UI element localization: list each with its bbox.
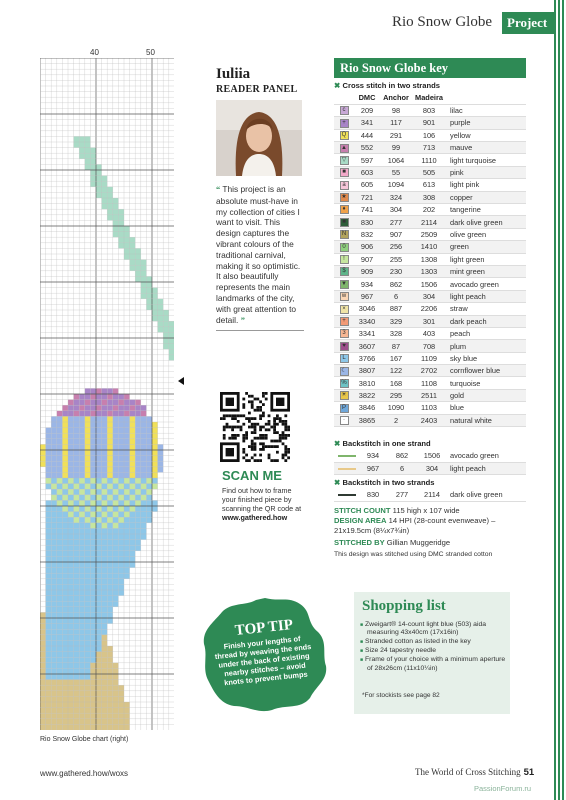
backstitch-one-table xyxy=(334,450,526,475)
thread-swatch: ★ xyxy=(341,194,347,201)
madeira-code: 2114 xyxy=(418,489,446,501)
madeira-code: 1303 xyxy=(412,265,446,277)
key-row xyxy=(334,179,526,191)
dmc-code: 830 xyxy=(354,216,380,228)
anchor-code: 304 xyxy=(380,204,412,216)
key-row xyxy=(334,303,526,315)
dmc-code: 3846 xyxy=(354,402,380,414)
key-row xyxy=(334,352,526,364)
key-row xyxy=(334,154,526,166)
madeira-code: 613 xyxy=(412,179,446,191)
key-row xyxy=(334,315,526,327)
anchor-code: 99 xyxy=(380,142,412,154)
anchor-code: 6 xyxy=(380,290,412,302)
thread-name: mint green xyxy=(446,265,526,277)
swatch-cell xyxy=(334,303,354,315)
backstitch-two-heading: ✖ Backstitch in two strands xyxy=(334,478,435,487)
madeira-code: 901 xyxy=(412,117,446,129)
thread-name: avocado green xyxy=(446,278,526,290)
anchor-code: 277 xyxy=(386,489,418,501)
swatch-cell xyxy=(334,352,354,364)
thread-name: plum xyxy=(446,340,526,352)
key-row xyxy=(334,414,526,426)
swatch-cell xyxy=(334,450,360,462)
thread-name: sky blue xyxy=(446,352,526,364)
swatch-cell xyxy=(334,315,354,327)
top-tip-title: TOP TIP xyxy=(234,617,294,640)
dmc-code: 3046 xyxy=(354,303,380,315)
thread-name: purple xyxy=(446,117,526,129)
anchor-code: 1090 xyxy=(380,402,412,414)
stitched-by: STITCHED BY Gillian Muggeridge xyxy=(334,538,451,547)
key-row xyxy=(334,253,526,265)
key-row xyxy=(334,117,526,129)
thread-name: pink xyxy=(446,166,526,178)
madeira-code: 1103 xyxy=(412,402,446,414)
divider xyxy=(216,330,304,331)
anchor-code: 98 xyxy=(380,104,412,116)
madeira-code: 308 xyxy=(412,191,446,203)
scan-link[interactable]: www.gathered.how xyxy=(222,513,288,522)
swatch-cell xyxy=(334,166,354,178)
list-item: ■ Size 24 tapestry needle xyxy=(360,647,508,655)
backstitch-row xyxy=(334,462,526,474)
swatch-cell xyxy=(334,489,360,501)
anchor-code: 122 xyxy=(380,365,412,377)
madeira-code: 2403 xyxy=(412,414,446,426)
dmc-code: 605 xyxy=(354,179,380,191)
anchor-code: 295 xyxy=(380,389,412,401)
scan-text: Find out how to frame your finished piece by scanning the QR code at www.gathered.how xyxy=(222,486,302,522)
key-row xyxy=(334,402,526,414)
dmc-code: 597 xyxy=(354,154,380,166)
chart-centre-arrow xyxy=(178,377,184,385)
anchor-code: 117 xyxy=(380,117,412,129)
dmc-code: 934 xyxy=(360,450,386,462)
swatch-cell xyxy=(334,462,360,474)
dmc-code: 967 xyxy=(354,290,380,302)
thread-swatch: P xyxy=(340,404,349,413)
header-title: Rio Snow Globe xyxy=(392,14,493,30)
madeira-code: 301 xyxy=(412,315,446,327)
anchor-code: 907 xyxy=(380,228,412,240)
thread-name: blue xyxy=(446,402,526,414)
thread-name: peach xyxy=(446,327,526,339)
dmc-code: 934 xyxy=(354,278,380,290)
thread-name: light turquoise xyxy=(446,154,526,166)
backstitch-one-heading: ✖ Backstitch in one strand xyxy=(334,439,431,448)
dmc-code: 341 xyxy=(354,117,380,129)
key-row xyxy=(334,290,526,302)
column-number: 50 xyxy=(146,48,155,57)
swatch-cell xyxy=(334,216,354,228)
scan-title: SCAN ME xyxy=(222,468,282,483)
dmc-code: 830 xyxy=(360,489,386,501)
stockists-note: *For stockists see page 82 xyxy=(362,692,440,699)
dmc-code: 3766 xyxy=(354,352,380,364)
anchor-code: 2 xyxy=(380,414,412,426)
thread-swatch: c xyxy=(340,106,349,115)
anchor-code: 887 xyxy=(380,303,412,315)
dmc-code: 741 xyxy=(354,204,380,216)
dmc-code: 3607 xyxy=(354,340,380,352)
madeira-code: 1506 xyxy=(412,278,446,290)
swatch-cell xyxy=(334,104,354,116)
madeira-code: 1108 xyxy=(412,377,446,389)
top-tip-text: Finish your lengths of thread by weaving the ends under the back of existing nearby stitches – avoid knots to prevent bumps xyxy=(214,634,312,688)
cross-stitch-key-table xyxy=(334,92,526,427)
anchor-code: 1094 xyxy=(380,179,412,191)
madeira-code: 304 xyxy=(412,290,446,302)
madeira-code: 2206 xyxy=(412,303,446,315)
anchor-code: 277 xyxy=(380,216,412,228)
key-row xyxy=(334,129,526,141)
dmc-code: 909 xyxy=(354,265,380,277)
column-header: DMC xyxy=(354,92,380,104)
madeira-code: 2509 xyxy=(412,228,446,240)
thread-swatch: w xyxy=(340,292,349,301)
madeira-code: 2114 xyxy=(412,216,446,228)
thread-name: olive green xyxy=(446,228,526,240)
thread-swatch: ♥ xyxy=(340,342,349,351)
madeira-code: 1506 xyxy=(418,450,446,462)
thread-name: copper xyxy=(446,191,526,203)
key-row xyxy=(334,166,526,178)
list-item: ■ Frame of your choice with a minimum aperture of 28x26cm (11x10¼in) xyxy=(360,656,508,673)
key-row xyxy=(334,365,526,377)
backstitch-line xyxy=(338,468,356,470)
backstitch-two-table xyxy=(334,489,526,502)
swatch-cell xyxy=(334,340,354,352)
swatch-cell xyxy=(334,265,354,277)
backstitch-line xyxy=(338,494,356,496)
thread-swatch: ▼ xyxy=(341,280,347,287)
anchor-code: 324 xyxy=(380,191,412,203)
thread-swatch: ! xyxy=(340,255,349,264)
key-row xyxy=(334,142,526,154)
thread-name: turquoise xyxy=(446,377,526,389)
swatch-cell xyxy=(334,129,354,141)
thread-swatch: ☾ xyxy=(341,367,347,374)
stitch-count: STITCH COUNT 115 high x 107 wide xyxy=(334,506,460,515)
madeira-code: 803 xyxy=(412,104,446,116)
thread-name: green xyxy=(446,241,526,253)
dmc-code: 721 xyxy=(354,191,380,203)
madeira-code: 708 xyxy=(412,340,446,352)
thread-name: light peach xyxy=(446,462,526,474)
thread-swatch: L xyxy=(340,354,349,363)
reader-name: Iuliia xyxy=(216,66,251,82)
anchor-code: 862 xyxy=(380,278,412,290)
thread-name: avocado green xyxy=(446,450,526,462)
anchor-code: 329 xyxy=(380,315,412,327)
dmc-code: 3340 xyxy=(354,315,380,327)
thread-note: This design was stitched using DMC stranded cotton xyxy=(334,551,493,558)
cross-stitch-heading: ✖ Cross stitch in two strands xyxy=(334,81,440,90)
thread-swatch: + xyxy=(340,317,349,326)
madeira-code: 2511 xyxy=(412,389,446,401)
thread-name: light pink xyxy=(446,179,526,191)
swatch-cell xyxy=(334,204,354,216)
dmc-code: 3822 xyxy=(354,389,380,401)
thread-swatch: ▲ xyxy=(341,144,347,151)
thread-swatch: a xyxy=(340,181,349,190)
cross-stitch-chart xyxy=(40,58,174,730)
key-row xyxy=(334,104,526,116)
key-row xyxy=(334,191,526,203)
shopping-list-title: Shopping list xyxy=(362,598,446,614)
swatch-cell xyxy=(334,154,354,166)
thread-swatch: % xyxy=(341,379,347,386)
dmc-code: 3807 xyxy=(354,365,380,377)
thread-name: light green xyxy=(446,253,526,265)
swatch-cell xyxy=(334,414,354,426)
reader-photo xyxy=(216,100,302,176)
swatch-cell xyxy=(334,179,354,191)
madeira-code: 403 xyxy=(412,327,446,339)
qr-code[interactable] xyxy=(220,392,290,462)
swatch-cell xyxy=(334,278,354,290)
thread-swatch: ☀ xyxy=(341,392,347,399)
dmc-code: 906 xyxy=(354,241,380,253)
anchor-code: 167 xyxy=(380,352,412,364)
watermark: PassionForum.ru xyxy=(474,784,532,793)
swatch-cell xyxy=(334,377,354,389)
dmc-code: 3341 xyxy=(354,327,380,339)
thread-name: mauve xyxy=(446,142,526,154)
swatch-cell xyxy=(334,389,354,401)
anchor-code: 291 xyxy=(380,129,412,141)
footer-url[interactable]: www.gathered.how/woxs xyxy=(40,769,129,778)
anchor-code: 862 xyxy=(386,450,418,462)
column-header: Madeira xyxy=(412,92,446,104)
swatch-cell xyxy=(334,142,354,154)
key-row xyxy=(334,327,526,339)
thread-name: natural white xyxy=(446,414,526,426)
key-row xyxy=(334,241,526,253)
madeira-code: 1109 xyxy=(412,352,446,364)
dmc-code: 209 xyxy=(354,104,380,116)
footer-magazine: The World of Cross Stitching 51 xyxy=(415,767,535,778)
key-row xyxy=(334,278,526,290)
reader-quote: “ This project is an absolute must-have in my collection of cities I want to visit. This design captures the vibrant colours of the traditional carnival, making it so optimistic. It also beautifully represents the main landmarks of the city, with great attention to detail. ” xyxy=(216,184,301,325)
thread-swatch: ■ xyxy=(340,168,349,177)
thread-swatch: $ xyxy=(340,267,349,276)
swatch-cell xyxy=(334,117,354,129)
key-row xyxy=(334,389,526,401)
dmc-code: 832 xyxy=(354,228,380,240)
swatch-cell xyxy=(334,228,354,240)
anchor-code: 1064 xyxy=(380,154,412,166)
key-title: Rio Snow Globe key xyxy=(334,58,526,78)
list-item: ■ Stranded cotton as listed in the key xyxy=(360,638,508,646)
thread-swatch: + xyxy=(340,119,349,128)
thread-swatch: · xyxy=(340,416,349,425)
design-area: DESIGN AREA 14 HPI (28-count evenweave) – 21x19.5cm (8¼x7¾in) xyxy=(334,516,496,535)
thread-name: tangerine xyxy=(446,204,526,216)
swatch-cell xyxy=(334,327,354,339)
thread-name: straw xyxy=(446,303,526,315)
thread-swatch: 0 xyxy=(340,243,349,252)
thread-swatch: Q xyxy=(340,131,349,140)
key-row xyxy=(334,228,526,240)
thread-name: light peach xyxy=(446,290,526,302)
madeira-code: 202 xyxy=(412,204,446,216)
dmc-code: 603 xyxy=(354,166,380,178)
key-row xyxy=(334,204,526,216)
backstitch-row xyxy=(334,489,526,501)
page-number: 51 xyxy=(523,767,535,778)
anchor-code: 87 xyxy=(380,340,412,352)
key-row xyxy=(334,377,526,389)
swatch-cell xyxy=(334,365,354,377)
column-number: 40 xyxy=(90,48,99,57)
thread-name: dark olive green xyxy=(446,216,526,228)
shopping-list xyxy=(360,621,508,673)
swatch-cell xyxy=(334,290,354,302)
dmc-code: 967 xyxy=(360,462,386,474)
thread-name: cornflower blue xyxy=(446,365,526,377)
backstitch-row xyxy=(334,450,526,462)
anchor-code: 328 xyxy=(380,327,412,339)
madeira-code: 304 xyxy=(418,462,446,474)
thread-swatch: ■ xyxy=(340,218,349,227)
list-item: ■ Zweigart® 14-count light blue (503) aida measuring 43x40cm (17x16in) xyxy=(360,621,508,638)
madeira-code: 1308 xyxy=(412,253,446,265)
anchor-code: 255 xyxy=(380,253,412,265)
thread-swatch: × xyxy=(340,305,349,314)
decorative-stripe xyxy=(554,0,566,800)
anchor-code: 55 xyxy=(380,166,412,178)
section-tag: Project xyxy=(502,12,554,34)
swatch-cell xyxy=(334,402,354,414)
anchor-code: 6 xyxy=(386,462,418,474)
madeira-code: 505 xyxy=(412,166,446,178)
key-row xyxy=(334,216,526,228)
dmc-code: 552 xyxy=(354,142,380,154)
thread-name: lilac xyxy=(446,104,526,116)
anchor-code: 256 xyxy=(380,241,412,253)
swatch-cell xyxy=(334,253,354,265)
key-row xyxy=(334,265,526,277)
dmc-code: 444 xyxy=(354,129,380,141)
madeira-code: 106 xyxy=(412,129,446,141)
anchor-code: 230 xyxy=(380,265,412,277)
madeira-code: 1410 xyxy=(412,241,446,253)
thread-swatch: ♦ xyxy=(340,205,349,214)
madeira-code: 2702 xyxy=(412,365,446,377)
thread-name: yellow xyxy=(446,129,526,141)
dmc-code: 3865 xyxy=(354,414,380,426)
swatch-cell xyxy=(334,191,354,203)
thread-name: dark olive green xyxy=(446,489,526,501)
chart-caption: Rio Snow Globe chart (right) xyxy=(40,736,129,743)
thread-swatch: ▽ xyxy=(340,156,349,165)
thread-swatch: N xyxy=(340,230,349,239)
thread-swatch: 3 xyxy=(340,329,349,338)
key-row xyxy=(334,340,526,352)
swatch-cell xyxy=(334,241,354,253)
column-header: Anchor xyxy=(380,92,412,104)
anchor-code: 168 xyxy=(380,377,412,389)
dmc-code: 3810 xyxy=(354,377,380,389)
reader-role: READER PANEL xyxy=(216,84,298,95)
madeira-code: 1110 xyxy=(412,154,446,166)
thread-name: gold xyxy=(446,389,526,401)
dmc-code: 907 xyxy=(354,253,380,265)
backstitch-line xyxy=(338,455,356,457)
madeira-code: 713 xyxy=(412,142,446,154)
thread-name: dark peach xyxy=(446,315,526,327)
